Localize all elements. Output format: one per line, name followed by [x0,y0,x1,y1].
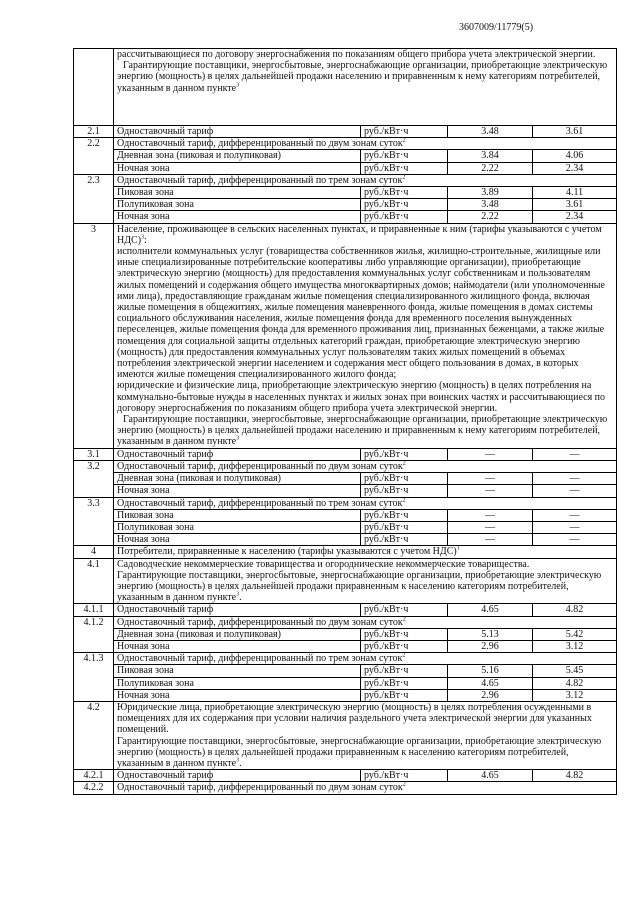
table-row: Пиковая зона руб./кВт·ч 3.89 4.11 [74,187,617,199]
section-3-description: Население, проживающее в сельских населенных пунктах, и приравненные к ним (тарифы указываются с учетом НДС)$^3$: исполнители коммунальных услуг (товарищества собственников жилья, жилищно-строительные, жилищные или иные специализированные потребительские кооперативы либо управляющие организации), приобретающие электрическую энергию (мощность) для предоставления коммунальных услуг собственникам и пользователям жилых помещений и содержания общего имущества многоквартирных домов; наймодатели (или уполномоченные ими лица), предоставляющие гражданам жилые помещения специализированного жилищного фонда, включая жилые помещения в общежитиях, жилые помещения маневренного фонда, жилые помещения в домах системы социального обслуживания населения, жилые помещения фонда для временного поселения вынужденных переселенцев, жилые помещения фонда для временного проживания лиц, признанных беженцами, а также жилые помещения для социальной защиты отдельных категорий граждан, приобретающие электрическую энергию (мощность) для предоставления коммунальных услуг пользователям таких жилых помещений в объемах потребления электрической энергии населением и содержания мест общего пользования в домах, в которых имеются жилые помещения специализированного жилого фонда; юридические и физические лица, приобретающие электрическую энергию (мощность) в целях потребления на коммунально-бытовые нужды в населенных пунктах и жилых зонах при воинских частях и рассчитывающиеся по договору энергоснабжения по показаниям общего прибора учета электрической энергии. Гарантирующие поставщики, энергосбытовые, энергоснабжающие организации, приобретающие электрическую энергию (мощность) в целях дальнейшей продажи населению и приравненным к нему категориям потребителей, указанным в данном пункте$^3$ [114,223,617,448]
table-row: 2.1 Одноставочный тариф руб./кВт·ч 3.48 3.61 [74,126,617,138]
table-row: Ночная зона руб./кВт·ч 2.96 3.12 [74,689,617,701]
table-row: 3 Население, проживающее в сельских населенных пунктах, и приравненные к ним (тарифы указываются с учетом НДС)$^3$: исполнители коммунальных услуг (товарищества собственников жилья, жилищно-строительные, жилищные или иные специализированные потребительские кооперативы либо управляющие организации), приобретающие электрическую энергию (мощность) для предоставления коммунальных услуг собственникам и пользователям жилых помещений и содержания общего имущества многоквартирных домов; наймодатели (или уполномоченные ими лица), предоставляющие гражданам жилые помещения специализированного жилищного фонда, включая жилые помещения в общежитиях, жилые помещения маневренного фонда, жилые помещения в домах системы социального обслуживания населения, жилые помещения фонда для временного поселения вынужденных переселенцев, жилые помещения фонда для временного проживания лиц, признанных беженцами, а также жилые помещения для социальной защиты отдельных категорий граждан, приобретающие электрическую энергию (мощность) для предоставления коммунальных услуг пользователям таких жилых помещений в объемах потребления электрической энергии населением и содержания мест общего пользования в домах, в которых имеются жилые помещения специализированного жилого фонда; юридические и физические лица, приобретающие электрическую энергию (мощность) в целях потребления на коммунально-бытовые нужды в населенных пунктах и жилых зонах при воинских частях и рассчитывающиеся по договору энергоснабжения по показаниям общего прибора учета электрической энергии. Гарантирующие поставщики, энергосбытовые, энергоснабжающие организации, приобретающие электрическую энергию (мощность) в целях дальнейшей продажи населению и приравненным к нему категориям потребителей, указанным в данном пункте$^3$ [74,223,617,448]
table-row [74,49,617,126]
table-row: 2.2 Одноставочный тариф, дифференцированный по двум зонам суток$^2$ [74,138,617,150]
table-row: 4.2.2 Одноставочный тариф, дифференцированный по двум зонам суток$^2$ [74,782,617,794]
table-row: Пиковая зона руб./кВт·ч — — [74,509,617,521]
document-id: 3607009/11779(5) [459,22,534,33]
table-row: Полупиковая зона руб./кВт·ч 3.48 3.61 [74,199,617,211]
table-row: 2.3 Одноставочный тариф, дифференцированный по трем зонам суток$^2$ [74,174,617,186]
section-4-2-description: Юридические лица, приобретающие электрическую энергию (мощность) в целях потребления осужденными в помещениях для их содержания при условии наличия раздельного учета электрической энергии для указанных помещений. Гарантирующие поставщики, энергосбытовые, энергоснабжающие организации, приобретающие электрическую энергию (мощность) в целях дальнейшей продажи приравненным к населению категориям потребителей, указанным в данном пункте$^3$. [114,701,617,769]
table-row: Ночная зона руб./кВт·ч — — [74,534,617,546]
table-row: 4.1.1 Одноставочный тариф руб./кВт·ч 4.65 4.82 [74,604,617,616]
table-row: Ночная зона руб./кВт·ч 2.96 3.12 [74,640,617,652]
table-row: Дневная зона (пиковая и полупиковая) руб./кВт·ч 3.84 4.06 [74,150,617,162]
table-row: 3.1 Одноставочный тариф руб./кВт·ч — — [74,448,617,460]
table-row: Пиковая зона руб./кВт·ч 5.16 5.45 [74,665,617,677]
section-4-title: Потребители, приравненные к населению (тарифы указываются с учетом НДС)$^1$ [114,546,617,558]
table-row: 4.2.1 Одноставочный тариф руб./кВт·ч 4.65 4.82 [74,770,617,782]
section-4-1-description: Садоводческие некоммерческие товарищества и огороднические некоммерческие товарищества. Гарантирующие поставщики, энергосбытовые, энергоснабжающие организации, приобретающие электрическую энергию (мощность) в целях дальнейшей продажи приравненным к населению категориям потребителей, указанным в данном пункте$^3$. [114,558,617,604]
table-row: Дневная зона (пиковая и полупиковая) руб./кВт·ч 5.13 5.42 [74,628,617,640]
table-row: Дневная зона (пиковая и полупиковая) руб./кВт·ч — — [74,473,617,485]
table-row: Ночная зона руб./кВт·ч — — [74,485,617,497]
tariff-table [73,48,617,795]
table-row: Полупиковая зона руб./кВт·ч — — [74,521,617,533]
section-2-description: рассчитывающиеся по договору энергоснабжения по показаниям общего прибора учета электрической энергии. Гарантирующие поставщики, энергосбытовые, энергоснабжающие организации, приобретающие электрическую энергию (мощность) в целях дальнейшей продажи населению и приравненным к нему категориям потребителей, указанным в данном пункте$^3$ [114,49,617,126]
table-row: 4.2 Юридические лица, приобретающие электрическую энергию (мощность) в целях потребления осужденными в помещениях для их содержания при условии наличия раздельного учета электрической энергии для указанных помещений. Гарантирующие поставщики, энергосбытовые, энергоснабжающие организации, приобретающие электрическую энергию (мощность) в целях дальнейшей продажи приравненным к населению категориям потребителей, указанным в данном пункте$^3$. [74,701,617,769]
table-row: 3.3 Одноставочный тариф, дифференцированный по трем зонам суток$^2$ [74,497,617,509]
table-row: Полупиковая зона руб./кВт·ч 4.65 4.82 [74,677,617,689]
table-row: 4.1 Садоводческие некоммерческие товарищества и огороднические некоммерческие товарищества. Гарантирующие поставщики, энергосбытовые, энергоснабжающие организации, приобретающие электрическую энергию (мощность) в целях дальнейшей продажи приравненным к населению категориям потребителей, указанным в данном пункте$^3$. [74,558,617,604]
table-row: Ночная зона руб./кВт·ч 2.22 2.34 [74,211,617,223]
table-row: 4 Потребители, приравненные к населению (тарифы указываются с учетом НДС)$^1$ [74,546,617,558]
table-row: 4.1.3 Одноставочный тариф, дифференцированный по трем зонам суток$^2$ [74,653,617,665]
table-row: Ночная зона руб./кВт·ч 2.22 2.34 [74,162,617,174]
table-row: 4.1.2 Одноставочный тариф, дифференцированный по двум зонам суток$^2$ [74,616,617,628]
table-row: 3.2 Одноставочный тариф, дифференцированный по двум зонам суток$^2$ [74,460,617,472]
